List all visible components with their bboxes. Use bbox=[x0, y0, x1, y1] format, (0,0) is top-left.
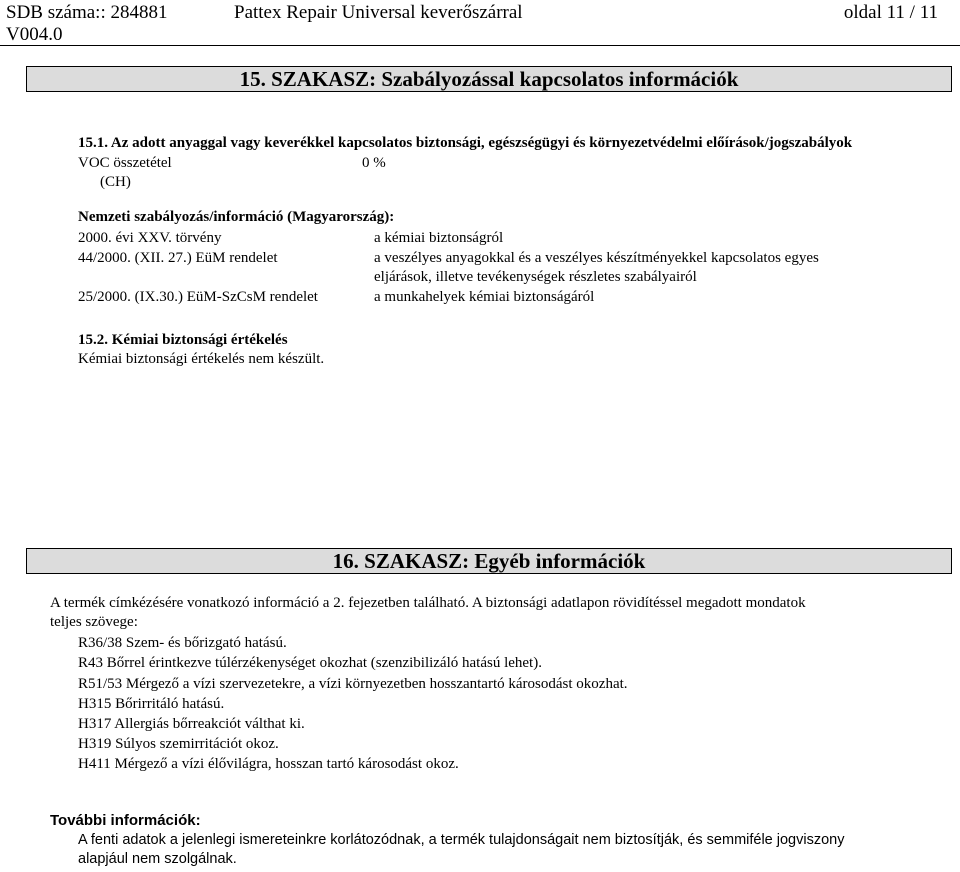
sds-number: SDB száma:: 284881 bbox=[6, 2, 168, 23]
voc-sub: (CH) bbox=[100, 174, 131, 190]
law-name: 25/2000. (IX.30.) EüM-SzCsM rendelet bbox=[78, 289, 318, 305]
voc-value: 0 % bbox=[362, 155, 386, 171]
law-description: a munkahelyek kémiai biztonságáról bbox=[374, 289, 595, 305]
phrase-line: H319 Súlyos szemirritációt okoz. bbox=[78, 736, 279, 752]
phrase-line: H315 Bőrirritáló hatású. bbox=[78, 696, 225, 712]
phrase-line: R36/38 Szem- és bőrizgató hatású. bbox=[78, 635, 287, 651]
law-name: 44/2000. (XII. 27.) EüM rendelet bbox=[78, 250, 278, 266]
phrase-line: H317 Allergiás bőrreakciót válthat ki. bbox=[78, 716, 305, 732]
page-number: oldal 11 / 11 bbox=[843, 2, 938, 23]
law-description: a kémiai biztonságról bbox=[374, 230, 504, 246]
section-16-title: 16. SZAKASZ: Egyéb információk bbox=[26, 548, 952, 574]
subsection-15-2-text: Kémiai biztonsági értékelés nem készült. bbox=[78, 351, 325, 367]
phrase-line: H411 Mérgező a vízi élővilágra, hosszan tartó károsodást okoz. bbox=[78, 756, 459, 772]
section-16-intro: A termék címkézésére vonatkozó információ a 2. fejezetben található. A biztonsági adatlapon rövidítéssel megadott mondatok bbox=[50, 595, 806, 611]
further-info-text-continued: alapjául nem szolgálnak. bbox=[78, 851, 237, 867]
law-description: a veszélyes anyagokkal és a veszélyes készítményekkel kapcsolatos egyes bbox=[374, 250, 819, 266]
header-divider bbox=[0, 45, 960, 46]
subsection-15-2-title: 15.2. Kémiai biztonsági értékelés bbox=[78, 332, 288, 348]
section-15-title: 15. SZAKASZ: Szabályozással kapcsolatos információk bbox=[26, 66, 952, 92]
law-description-continued: eljárások, illetve tevékenységek részletes szabályairól bbox=[374, 269, 697, 285]
law-name: 2000. évi XXV. törvény bbox=[78, 230, 222, 246]
phrase-line: R51/53 Mérgező a vízi szervezetekre, a vízi környezetben hosszantartó károsodást okozhat. bbox=[78, 676, 628, 692]
version: V004.0 bbox=[6, 24, 63, 45]
section-16-intro-continued: teljes szövege: bbox=[50, 614, 138, 630]
further-info-title: További információk: bbox=[50, 812, 201, 829]
voc-label: VOC összetétel bbox=[78, 155, 172, 171]
further-info-text: A fenti adatok a jelenlegi ismereteinkre korlátozódnak, a termék tulajdonságait nem biztosítják, és semmiféle jogviszony bbox=[78, 832, 845, 848]
subsection-15-1-title: 15.1. Az adott anyaggal vagy keverékkel kapcsolatos biztonsági, egészségügyi és környezetvédelmi előírások/jogszabályok bbox=[78, 135, 853, 151]
national-regulation-title: Nemzeti szabályozás/információ (Magyarország): bbox=[78, 209, 395, 225]
product-name: Pattex Repair Universal keverőszárral bbox=[234, 2, 523, 23]
phrase-line: R43 Bőrrel érintkezve túlérzékenységet okozhat (szenzibilizáló hatású lehet). bbox=[78, 655, 542, 671]
